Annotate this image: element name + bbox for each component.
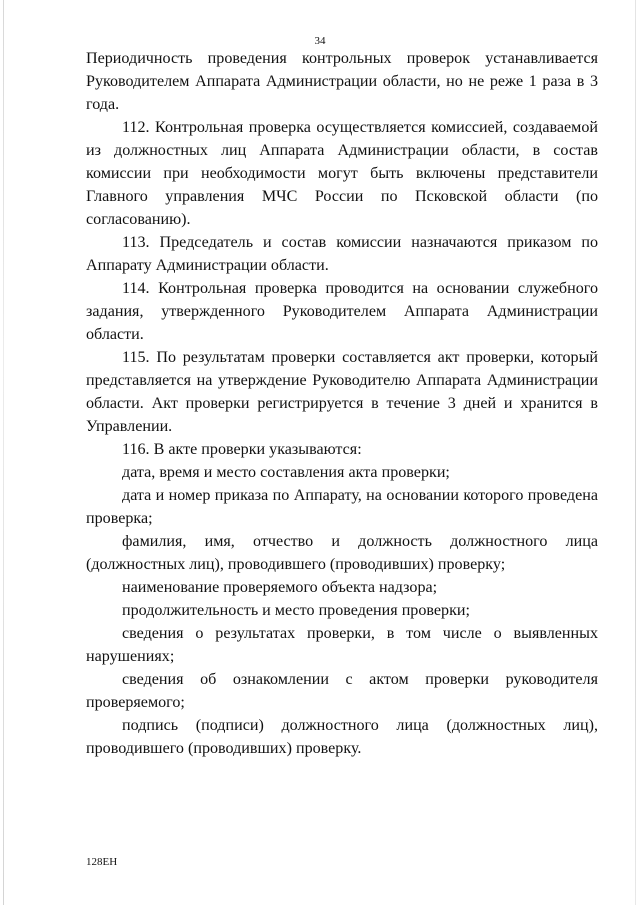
list-item: фамилия, имя, отчество и должность должностного лица (должностных лиц), проводившего (проводивших) проверку; <box>86 533 598 573</box>
page-number: 34 <box>314 35 326 47</box>
list-item: дата, время и место составления акта проверки; <box>122 464 450 481</box>
list-item: сведения об ознакомлении с актом проверки руководителя проверяемого; <box>86 671 598 711</box>
document-body <box>86 47 598 760</box>
scan-edge-right <box>635 0 636 905</box>
paragraph-115: 115. По результатам проверки составляется акт проверки, который представляется на утверждение Руководителю Аппарата Администрации области. Акт проверки регистрируется в течение 3 дней и хранится в Управлении. <box>86 349 598 435</box>
list-item: подпись (подписи) должностного лица (должностных лиц), проводившего (проводивших) проверку. <box>86 717 598 757</box>
scan-edge-left <box>3 0 4 905</box>
paragraph-continuation: Периодичность проведения контрольных проверок устанавливается Руководителем Аппарата Администрации области, но не реже 1 раза в 3 года. <box>86 50 598 113</box>
paragraph-112: 112. Контрольная проверка осуществляется комиссией, создаваемой из должностных лиц Аппарата Администрации области, в состав комиссии при необходимости могут быть включены представители Главного управления МЧС России по Псковской области (по согласованию). <box>86 119 598 228</box>
footer-document-code: 128ЕН <box>86 856 118 868</box>
list-item: наименование проверяемого объекта надзора; <box>122 579 438 596</box>
list-item: продолжительность и место проведения проверки; <box>122 602 471 619</box>
paragraph-113: 113. Председатель и состав комиссии назначаются приказом по Аппарату Администрации области. <box>86 234 598 274</box>
paragraph-116: 116. В акте проверки указываются: <box>122 441 362 458</box>
paragraph-114: 114. Контрольная проверка проводится на основании служебного задания, утвержденного Руководителем Аппарата Администрации области. <box>86 280 598 343</box>
list-item: дата и номер приказа по Аппарату, на основании которого проведена проверка; <box>86 487 598 527</box>
list-item: сведения о результатах проверки, в том числе о выявленных нарушениях; <box>86 625 598 665</box>
